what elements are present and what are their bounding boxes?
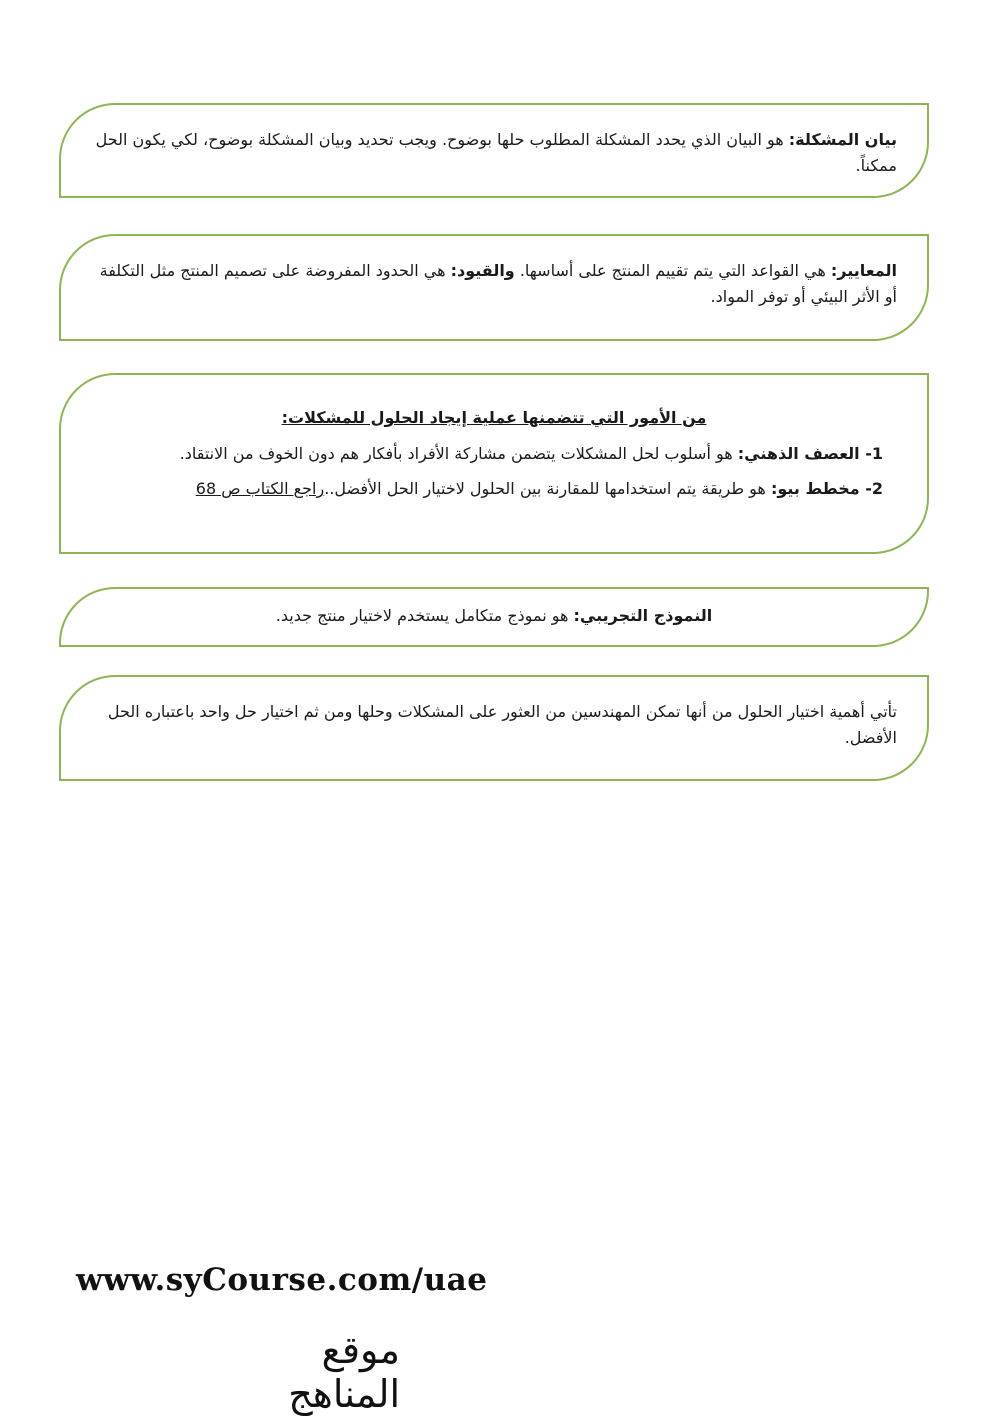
criteria-term: المعايير: — [830, 261, 897, 280]
importance-box — [59, 675, 929, 781]
solutions-heading: من الأمور التي تتضمنها عملية إيجاد الحلول للمشكلات: — [281, 408, 707, 427]
constraints-text: هي الحدود المفروضة على تصميم المنتج مثل التكلفة أو الأثر البيئي أو توفر المواد. — [99, 261, 897, 306]
footer-url: www.syCourse.com/uae — [76, 1262, 488, 1298]
book-reference: راجع الكتاب ص 68 — [195, 479, 325, 499]
brainstorming-term: 1- العصف الذهني: — [737, 443, 883, 463]
problem-statement-term: بيان المشكلة: — [788, 130, 897, 149]
brainstorming-text: هو أسلوب لحل المشكلات يتضمن مشاركة الأفراد بأفكار هم دون الخوف من الانتقاد. — [179, 443, 738, 463]
solutions-process-box — [59, 373, 929, 554]
problem-statement-text: هو البيان الذي يحدد المشكلة المطلوب حلها بوضوح. ويجب تحديد وبيان المشكلة بوضوح، لكي يكون الحل ممكناً. — [95, 130, 897, 175]
importance-text: تأتي أهمية اختيار الحلول من أنها تمكن المهندسين من العثور على المشكلات وحلها ومن ثم اختيار حل واحد باعتباره الحل الأفضل. — [107, 702, 897, 747]
prototype-text: هو نموذج متكامل يستخدم لاختيار منتج جديد. — [275, 606, 574, 625]
pugh-chart-text: هو طريقة يتم استخدامها للمقارنة بين الحلول لاختيار الحل الأفضل.. — [324, 479, 771, 499]
criteria-text: هي القواعد التي يتم تقييم المنتج على أساسها. — [514, 261, 831, 280]
criteria-constraints-box — [59, 234, 929, 341]
pugh-chart-term: 2- مخطط بيو: — [770, 479, 883, 499]
brainstorming-item — [105, 441, 883, 467]
footer-site-name: موقع المناهج — [288, 1328, 400, 1416]
constraints-term: والقيود: — [450, 261, 515, 280]
pugh-chart-item — [105, 476, 883, 502]
prototype-term: النموذج التجريبي: — [573, 606, 713, 625]
prototype-box — [59, 587, 929, 647]
problem-statement-box — [59, 103, 929, 198]
